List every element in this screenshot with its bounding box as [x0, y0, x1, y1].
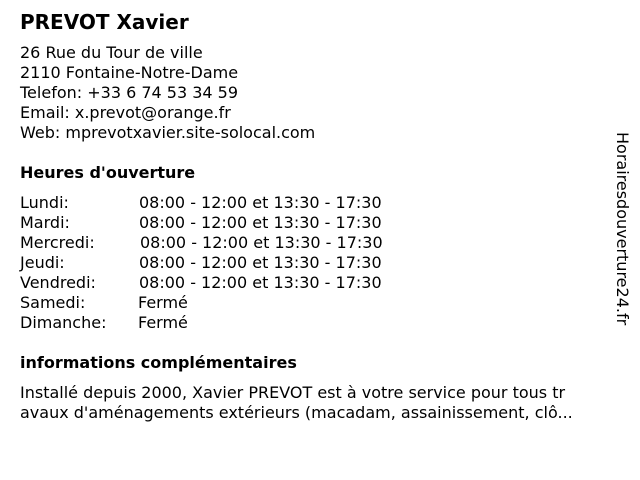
- description-text: [20, 383, 620, 423]
- hours-table: [20, 193, 440, 333]
- time-value: Fermé: [138, 293, 188, 312]
- hours-row-friday: [20, 273, 440, 293]
- time-value: 08:00 - 12:00 et 13:30 - 17:30: [139, 193, 382, 212]
- hours-title: Heures d'ouverture: [20, 163, 196, 182]
- day-label: Mardi:: [20, 213, 70, 232]
- business-name: PREVOT Xavier: [20, 10, 189, 34]
- contact-block: [20, 43, 315, 143]
- info-title: informations complémentaires: [20, 353, 297, 372]
- site-watermark: Horairesdouverture24.fr: [613, 132, 632, 326]
- hours-row-wednesday: [20, 233, 440, 253]
- hours-row-sunday: [20, 313, 440, 333]
- day-label: Samedi:: [20, 293, 86, 312]
- hours-row-thursday: [20, 253, 440, 273]
- address-street: 26 Rue du Tour de ville: [20, 43, 203, 62]
- description-line: Installé depuis 2000, Xavier PREVOT est à votre service pour tous tr: [20, 383, 566, 402]
- email-line: Email: x.prevot@orange.fr: [20, 103, 231, 122]
- hours-row-monday: [20, 193, 440, 213]
- time-value: 08:00 - 12:00 et 13:30 - 17:30: [139, 253, 382, 272]
- day-label: Dimanche:: [20, 313, 107, 332]
- day-label: Vendredi:: [20, 273, 96, 292]
- phone-line: Telefon: +33 6 74 53 34 59: [20, 83, 239, 102]
- day-label: Lundi:: [20, 193, 69, 212]
- hours-row-tuesday: [20, 213, 440, 233]
- time-value: 08:00 - 12:00 et 13:30 - 17:30: [140, 233, 383, 252]
- description-line: avaux d'aménagements extérieurs (macadam, assainissement, clô...: [20, 403, 573, 422]
- day-label: Jeudi:: [20, 253, 65, 272]
- day-label: Mercredi:: [20, 233, 95, 252]
- time-value: 08:00 - 12:00 et 13:30 - 17:30: [139, 213, 382, 232]
- time-value: Fermé: [138, 313, 188, 332]
- hours-row-saturday: [20, 293, 440, 313]
- time-value: 08:00 - 12:00 et 13:30 - 17:30: [139, 273, 382, 292]
- web-line: Web: mprevotxavier.site-solocal.com: [20, 123, 316, 142]
- address-city: 2110 Fontaine-Notre-Dame: [20, 63, 239, 82]
